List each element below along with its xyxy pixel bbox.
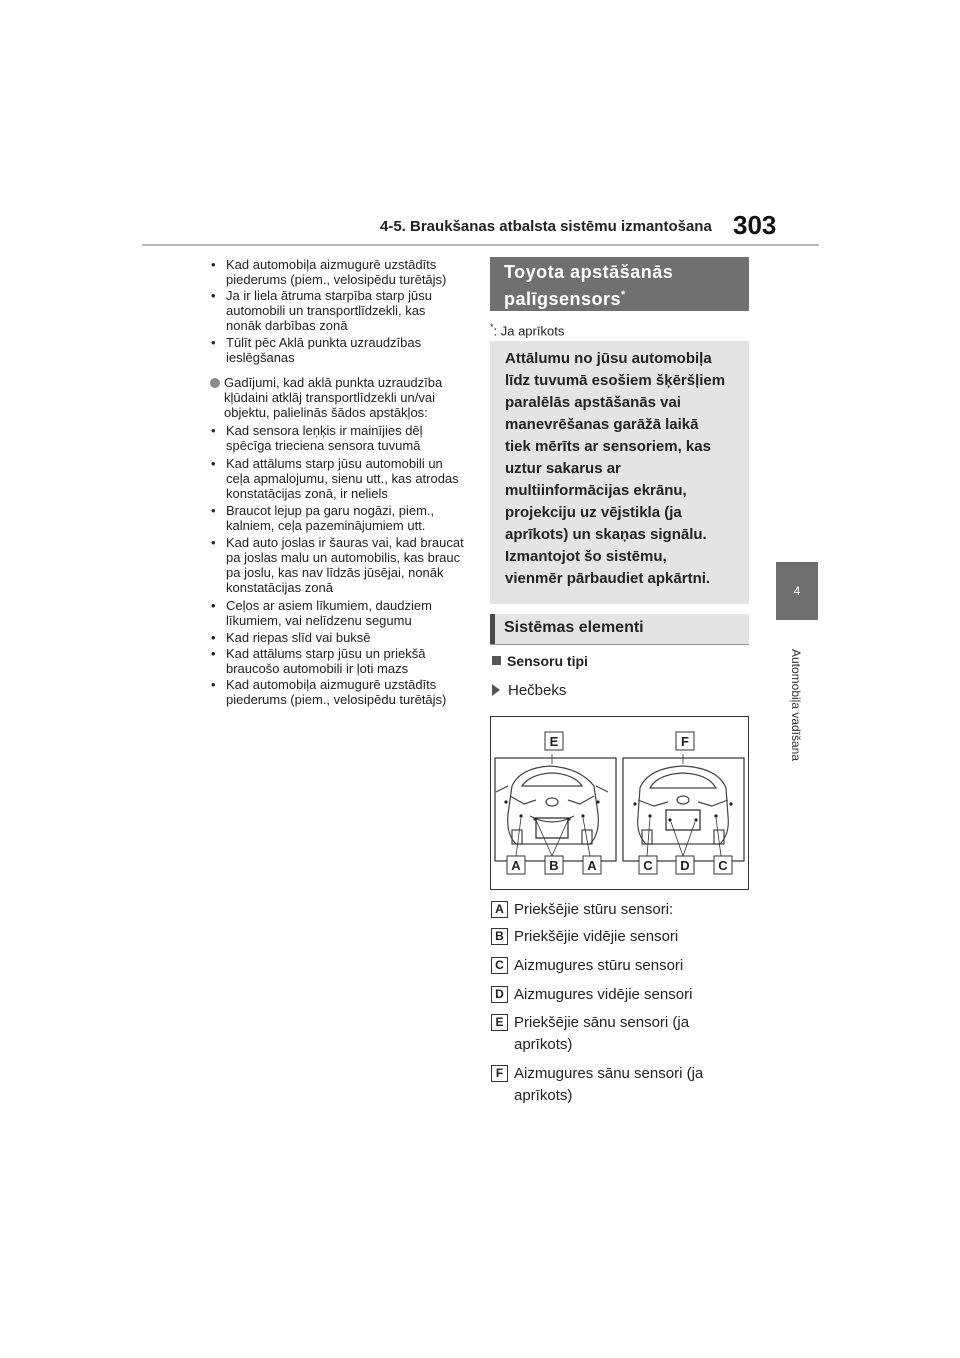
feature-title-box: [490, 257, 749, 311]
diagram-label-c2: C: [718, 858, 728, 873]
bullet-text: Kad attālums starp jūsu un priekšā braucošo automobili ir ļoti mazs: [226, 646, 426, 676]
info-line: manevrēšanas garāžā laikā: [505, 416, 699, 433]
bullet-item: • Kad riepas slīd vai buksē: [211, 630, 371, 645]
elements-heading: [490, 614, 749, 644]
bullet-text: Kad automobiļa aizmugurē uzstādīts piederums (piem., velosipēdu turētājs): [226, 257, 447, 287]
sensor-types-heading: Sensoru tipi: [492, 653, 588, 669]
diagram-label-a2: A: [587, 858, 597, 873]
circle-bullet-icon: [210, 378, 220, 388]
triangle-bullet-icon: [492, 684, 500, 696]
bullet-item: • Kad auto joslas ir šauras vai, kad braucat pa joslas malu un automobilis, kas brauc pa joslu, kas nav līdzās jūsējai, nonāk konstatācijas zonā: [211, 535, 464, 595]
circle-bullet-text: Gadījumi, kad aklā punkta uzraudzība kļūdaini atklāj transportlīdzekli un/vai objektu, palielinās šādos apstākļos:: [224, 375, 443, 420]
info-line: līdz tuvumā esošiem šķēršļiem: [505, 372, 726, 389]
legend-item-f: [491, 1063, 744, 1107]
legend-text: Aizmugures vidējie sensori: [514, 986, 693, 1003]
legend-item-c: [491, 955, 744, 977]
elements-heading-text: Sistēmas elementi: [504, 619, 644, 636]
legend-item-e: [491, 1012, 744, 1056]
legend-text: Priekšējie sānu sensori (ja aprīkots): [514, 1014, 690, 1053]
legend-text: Priekšējie vidējie sensori: [514, 928, 679, 945]
feature-title-line2: palīgsensors*: [504, 289, 626, 309]
info-line: multiinformācijas ekrānu,: [505, 482, 687, 499]
legend-key-d: D: [491, 986, 508, 1003]
legend-key-b: B: [491, 928, 508, 945]
bullet-text: Ceļos ar asiem līkumiem, daudziem līkumiem, vai nelīdzenu segumu: [226, 598, 432, 628]
diagram-label-a1: A: [511, 858, 521, 873]
info-line: vienmēr pārbaudiet apkārtni.: [505, 570, 711, 587]
bullet-text: Kad sensora leņķis ir mainījies dēļ spēcīga trieciena sensora tuvumā: [226, 423, 423, 453]
bullet-text: Kad riepas slīd vai buksē: [226, 630, 371, 645]
info-line: tiek mērīts ar sensoriem, kas: [505, 438, 711, 455]
legend-text: Aizmugures sānu sensori (ja aprīkots): [514, 1065, 704, 1104]
feature-title-line1: Toyota apstāšanās: [504, 262, 674, 282]
legend-item-a: [491, 899, 744, 921]
info-line: paralēlās apstāšanās vai: [505, 394, 681, 411]
legend-item-d: [491, 984, 744, 1006]
bullet-text: Kad automobiļa aizmugurē uzstādīts piederums (piem., velosipēdu turētājs): [226, 677, 447, 707]
rear-car-illustration: [623, 758, 744, 861]
elements-divider: [490, 644, 749, 645]
bullet-item: • Kad automobiļa aizmugurē uzstādīts piederums (piem., velosipēdu turētājs): [211, 677, 447, 707]
info-line: Attālumu no jūsu automobiļa: [505, 350, 712, 367]
bullet-item: • Tūlīt pēc Aklā punkta uzraudzības ieslēgšanas: [211, 335, 422, 365]
circle-bullet-item: [210, 375, 470, 420]
diagram-label-e: E: [549, 734, 559, 749]
bullet-item: • Kad automobiļa aizmugurē uzstādīts piederums (piem., velosipēdu turētājs): [211, 257, 447, 287]
bullet-item: • Kad attālums starp jūsu automobili un ceļa apmalojumu, sienu utt., kas atrodas konstatācijas zonā, ir neliels: [211, 456, 459, 501]
bullet-item: • Braucot lejup pa garu nogāzi, piem., kalniem, ceļa pazeminājumiem utt.: [211, 503, 435, 533]
info-box: [490, 341, 749, 604]
legend-key-a: A: [491, 901, 508, 918]
legend-text: Priekšējie stūru sensori:: [514, 901, 674, 918]
legend-item-b: [491, 926, 744, 948]
bullet-item: • Kad sensora leņķis ir mainījies dēļ spēcīga trieciena sensora tuvumā: [211, 423, 423, 453]
hatchback-subheading: Hečbeks: [492, 682, 566, 699]
header-divider: [142, 244, 819, 246]
legend-key-c: C: [491, 957, 508, 974]
legend-key-e: E: [491, 1014, 508, 1031]
square-bullet-icon: [492, 656, 501, 665]
chapter-label: [787, 630, 805, 780]
chapter-number: 4: [793, 584, 801, 598]
info-line: uztur sakarus ar: [505, 460, 621, 477]
bullet-item: • Ja ir liela ātruma starpība starp jūsu automobili un transportlīdzekli, kas nonāk darbības zonā: [211, 288, 432, 333]
heading-bar: [490, 614, 495, 644]
bullet-text: Kad auto joslas ir šauras vai, kad braucat pa joslas malu un automobilis, kas brauc pa joslu, kas nav līdzās jūsējai, nonāk konstatācijas zonā: [226, 535, 464, 595]
bullet-text: Ja ir liela ātruma starpība starp jūsu automobili un transportlīdzekli, kas nonāk darbības zonā: [226, 288, 432, 333]
info-line: aprīkots) un skaņas signālu.: [505, 526, 707, 543]
legend-key-f: F: [491, 1065, 508, 1082]
chapter-tab[interactable]: [776, 562, 818, 620]
info-line: Izmantojot šo sistēmu,: [505, 548, 667, 565]
page-number: 303: [733, 210, 777, 240]
diagram-label-c1: C: [643, 858, 653, 873]
sensor-diagram: [490, 716, 749, 890]
bullet-text: Braucot lejup pa garu nogāzi, piem., kalniem, ceļa pazeminājumiem utt.: [226, 503, 435, 533]
bullet-text: Kad attālums starp jūsu automobili un ceļa apmalojumu, sienu utt., kas atrodas konstatācijas zonā, ir neliels: [226, 456, 459, 501]
chapter-label-text: Automobiļa vadīšana: [789, 648, 803, 762]
bullet-text: Tūlīt pēc Aklā punkta uzraudzības ieslēgšanas: [226, 335, 422, 365]
diagram-label-d: D: [680, 858, 690, 873]
section-title: 4-5. Braukšanas atbalsta sistēmu izmantošana: [380, 218, 712, 235]
diagram-label-b: B: [549, 858, 559, 873]
info-line: projekciju uz vējstikla (ja: [505, 504, 682, 521]
front-car-illustration: [495, 758, 616, 861]
legend-text: Aizmugures stūru sensori: [514, 957, 684, 974]
bullet-item: • Kad attālums starp jūsu un priekšā braucošo automobili ir ļoti mazs: [211, 646, 426, 676]
bullet-item: • Ceļos ar asiem līkumiem, daudziem līkumiem, vai nelīdzenu segumu: [211, 598, 432, 628]
footnote: *: Ja aprīkots: [490, 322, 565, 339]
diagram-label-f: F: [681, 734, 689, 749]
